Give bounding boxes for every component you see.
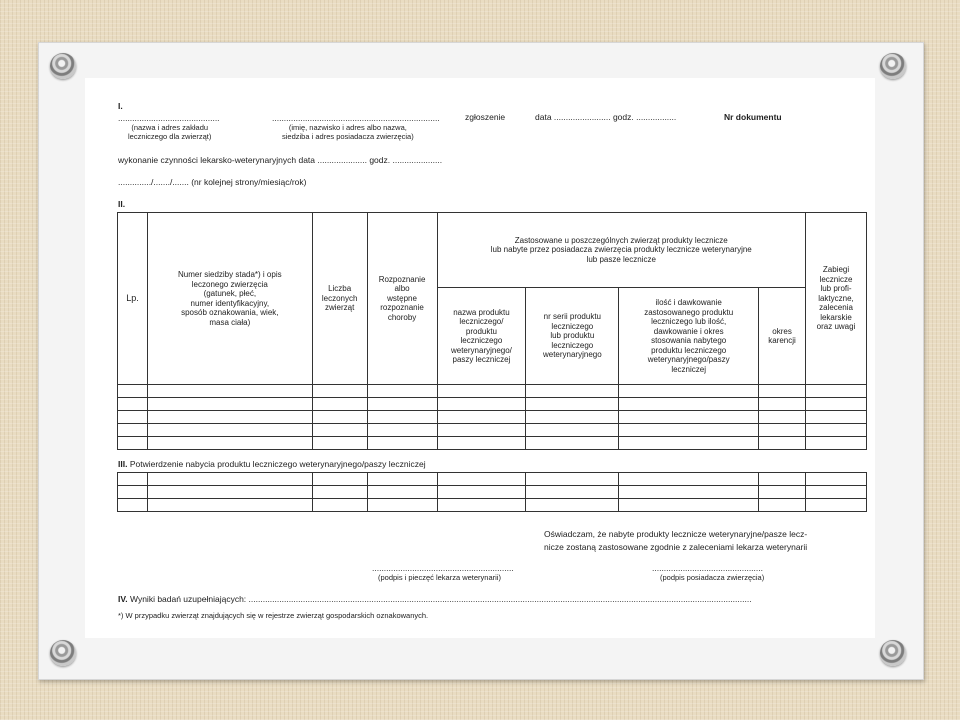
- table-row: [118, 424, 867, 437]
- table-row: [118, 398, 867, 411]
- col-diagnosis-header: Rozpoznanie albo wstępne rozpoznanie choroby: [367, 213, 437, 385]
- purchase-table: [117, 472, 867, 512]
- section-iv-dots: .....................................................................................................................................................................................................................: [248, 594, 752, 604]
- date-time-line: data ........................ godz. .................: [535, 112, 677, 122]
- owner-caption: (imię, nazwisko i adres albo nazwa, siedziba i adres posiadacza zwierzęcia): [282, 123, 414, 141]
- vet-signature-dots: ............................................................: [372, 563, 514, 573]
- section-iii-roman: III.: [118, 459, 128, 469]
- table-row: [118, 385, 867, 398]
- col-batch-header: nr serii produktu leczniczego lub produktu leczniczego weterynaryjnego: [526, 288, 619, 385]
- owner-signature-caption: (podpis posiadacza zwierzęcia): [660, 573, 765, 582]
- section-i-roman: I.: [118, 101, 123, 111]
- table-row: [118, 499, 867, 512]
- col-lp-header: Lp.: [118, 213, 148, 385]
- document-number-label: Nr dokumentu: [724, 112, 782, 122]
- section-iii-text: Potwierdzenie nabycia produktu leczniczego weterynaryjnego/paszy leczniczej: [129, 459, 426, 469]
- col-withdrawal-header: okres karencji: [759, 288, 806, 385]
- col-product-name-header: nazwa produktu leczniczego/ produktu leczniczego weterynaryjnego/ paszy leczniczej: [437, 288, 526, 385]
- section-iii-title: [118, 459, 426, 469]
- procedure-line: wykonanie czynności lekarsko-weterynaryjnych data ..................... godz. .....................: [118, 155, 443, 165]
- col-animal-header: Numer siedziby stada*) i opis leczonego zwierzęcia (gatunek, płeć, numer identyfikacyjny, sposób oznakowania, wiek, masa ciała): [147, 213, 312, 385]
- col-dosage-header: ilość i dawkowanie zastosowanego produktu leczniczego lub ilość, dawkowanie i okres stosowania nabytego produktu leczniczego weterynaryjnego/paszy leczniczej: [619, 288, 759, 385]
- table-row: [118, 486, 867, 499]
- section-iv-line: [118, 594, 868, 604]
- facility-dots: ...........................................: [118, 113, 220, 123]
- col-count-header: Liczba leczonych zwierząt: [312, 213, 367, 385]
- facility-caption: (nazwa i adres zakładu leczniczego dla zwierząt): [128, 123, 212, 141]
- pin-top-left-icon: [50, 53, 76, 79]
- table-row: [118, 473, 867, 486]
- zgloszenie-label: zgłoszenie: [465, 112, 506, 122]
- treatment-table: [117, 212, 867, 450]
- section-ii-roman: II.: [118, 199, 126, 209]
- pin-top-right-icon: [880, 53, 906, 79]
- owner-dots: .......................................................................: [272, 113, 440, 123]
- col-products-header: Zastosowane u poszczególnych zwierząt produkty lecznicze lub nabyte przez posiadacza zwierzęcia produkty lecznicze weterynaryjne lub pasze lecznicze: [437, 213, 806, 288]
- declaration-text: Oświadczam, że nabyte produkty lecznicze weterynaryjne/pasze lecz- nicze zostaną zastosowane zgodnie z zaleceniami lekarza weterynarii: [544, 529, 808, 552]
- page-number-line: ............../......./....... (nr kolejnej strony/miesiąc/rok): [118, 177, 307, 187]
- pin-bottom-left-icon: [50, 640, 76, 666]
- table-row: [118, 411, 867, 424]
- owner-signature-dots: ...............................................: [652, 563, 763, 573]
- table-row: [118, 437, 867, 450]
- section-iv-roman: IV.: [118, 594, 128, 604]
- vet-signature-caption: (podpis i pieczęć lekarza weterynarii): [378, 573, 501, 582]
- footnote: *) W przypadku zwierząt znajdujących się w rejestrze zwierząt gospodarskich oznakowanych.: [118, 611, 429, 620]
- pin-bottom-right-icon: [880, 640, 906, 666]
- section-iv-label: Wyniki badań uzupełniających:: [130, 594, 247, 604]
- col-procedures-header: Zabiegi lecznicze lub profi- laktyczne, zalecenia lekarskie oraz uwagi: [806, 213, 867, 385]
